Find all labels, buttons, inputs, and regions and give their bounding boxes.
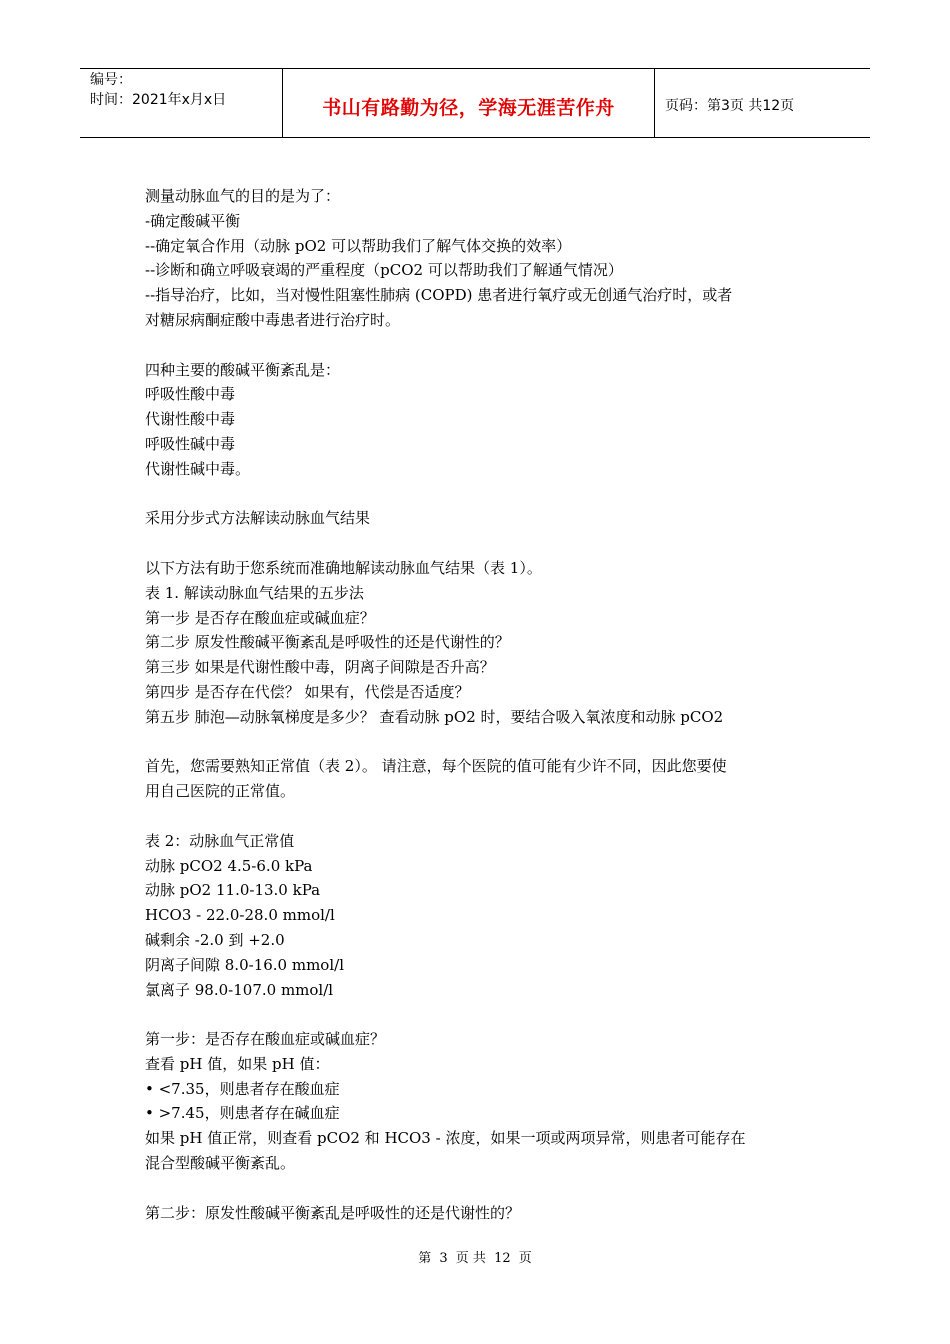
header-page-info: 页码：第3页 共12页 (665, 98, 795, 114)
normal-intro-line: 用自己医院的正常值。 (145, 782, 296, 801)
page-footer (0, 1247, 950, 1266)
step-item: 第二步 原发性酸碱平衡紊乱是呼吸性的还是代谢性的？ (145, 633, 510, 652)
step-one-line: 查看 pH 值，如果 pH 值： (145, 1054, 330, 1073)
header-page-cell (655, 69, 870, 137)
page-header (80, 68, 870, 138)
step-item: 第三步 如果是代谢性酸中毒，阴离子间隙是否升高？ (145, 658, 495, 677)
header-motto-cell (282, 69, 655, 137)
step-one-line: • <7.35，则患者存在酸血症 (145, 1079, 340, 1098)
document-date-label: 时间：2021年x月x日 (90, 92, 227, 108)
disorder-item: 代谢性酸中毒 (145, 410, 236, 429)
purpose-item: --指导治疗，比如，当对慢性阻塞性肺病 (COPD) 患者进行氧疗或无创通气治疗时，或者 (145, 286, 733, 305)
disorder-item: 代谢性碱中毒。 (145, 459, 251, 478)
step-item: 第五步 肺泡—动脉氧梯度是多少？ 查看动脉 pO2 时，要结合吸入氧浓度和动脉 pCO2 (145, 707, 724, 726)
step-one-line: 如果 pH 值正常，则查看 pCO2 和 HCO3 - 浓度，如果一项或两项异常，则患者可能存在 (145, 1129, 746, 1148)
step-one-title: 第一步：是否存在酸血症或碱血症？ (145, 1030, 386, 1049)
step-item: 第四步 是否存在代偿？ 如果有，代偿是否适度？ (145, 682, 470, 701)
footer-middle: 页 共 (455, 1251, 486, 1266)
steps-intro: 以下方法有助于您系统而准确地解读动脉血气结果（表 1）。 (145, 558, 542, 577)
purpose-item: 对糖尿病酮症酸中毒患者进行治疗时。 (145, 310, 401, 329)
document-body (145, 184, 825, 1225)
step-item: 第一步 是否存在酸血症或碱血症？ (145, 608, 375, 627)
footer-prefix: 第 (418, 1251, 432, 1266)
purpose-item: -确定酸碱平衡 (145, 211, 241, 230)
footer-total-pages: 12 (494, 1251, 511, 1266)
step-two-title: 第二步：原发性酸碱平衡紊乱是呼吸性的还是代谢性的？ (145, 1203, 521, 1222)
header-left-cell (80, 69, 282, 137)
header-motto: 书山有路勤为径，学海无涯苦作舟 (322, 97, 615, 119)
purpose-item: --诊断和确立呼吸衰竭的严重程度（pCO2 可以帮助我们了解通气情况） (145, 261, 623, 280)
disorder-item: 呼吸性碱中毒 (145, 434, 236, 453)
normal-value-item: HCO3 - 22.0-28.0 mmol/l (145, 906, 335, 925)
purpose-item: --确定氧合作用（动脉 pO2 可以帮助我们了解气体交换的效率） (145, 236, 572, 255)
document-number-label: 编号： (90, 72, 132, 88)
purpose-intro: 测量动脉血气的目的是为了： (145, 187, 341, 205)
disorders-intro: 四种主要的酸碱平衡紊乱是： (145, 360, 341, 379)
normal-value-item: 碱剩余 -2.0 到 +2.0 (145, 930, 285, 949)
steps-table-title: 表 1. 解读动脉血气结果的五步法 (145, 583, 364, 602)
normal-value-item: 动脉 pO2 11.0-13.0 kPa (145, 881, 321, 900)
normal-values-title: 表 2：动脉血气正常值 (145, 831, 295, 850)
disorder-item: 呼吸性酸中毒 (145, 385, 236, 404)
step-one-line: • >7.45，则患者存在碱血症 (145, 1104, 340, 1123)
footer-page-number: 3 (439, 1251, 448, 1266)
footer-suffix: 页 (518, 1251, 532, 1266)
normal-value-item: 阴离子间隙 8.0-16.0 mmol/l (145, 955, 344, 974)
step-one-line: 混合型酸碱平衡紊乱。 (145, 1154, 296, 1173)
normal-intro-line: 首先，您需要熟知正常值（表 2）。 请注意，每个医院的值可能有少许不同，因此您要使 (145, 757, 727, 776)
normal-value-item: 动脉 pCO2 4.5-6.0 kPa (145, 856, 313, 875)
method-title: 采用分步式方法解读动脉血气结果 (145, 509, 371, 528)
normal-value-item: 氯离子 98.0-107.0 mmol/l (145, 980, 334, 999)
